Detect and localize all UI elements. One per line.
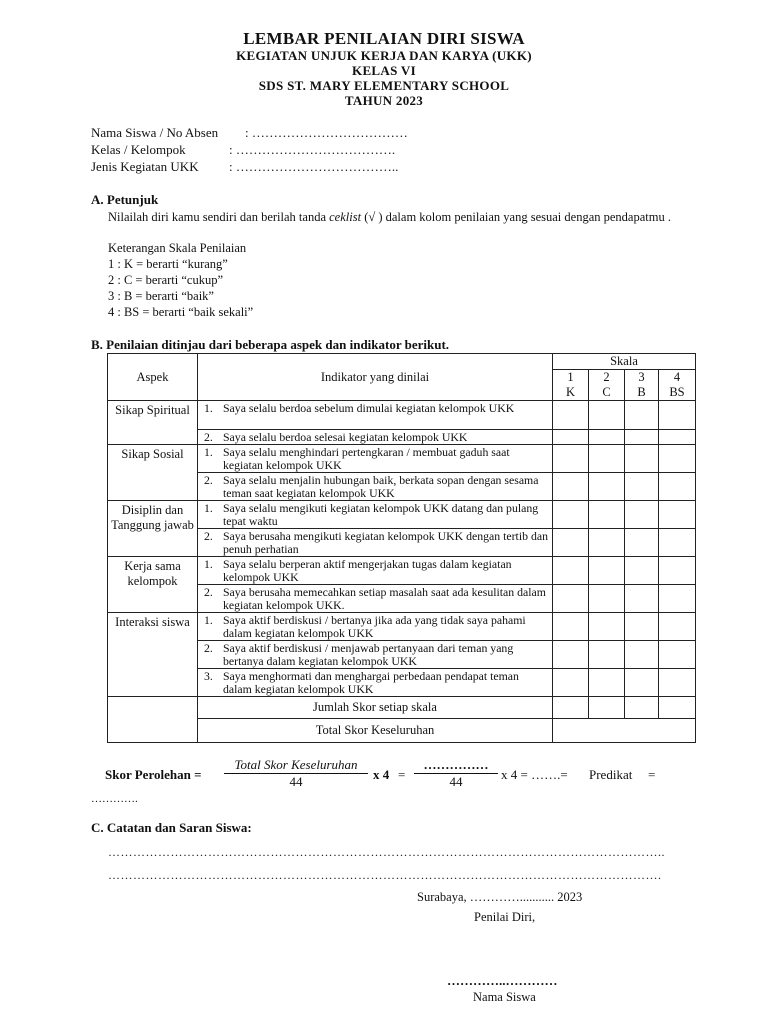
indicator-cell bbox=[198, 641, 553, 669]
score-cell-2[interactable] bbox=[589, 529, 625, 557]
indicator-num: 2. bbox=[204, 473, 213, 487]
indicator-num: 2. bbox=[204, 585, 213, 599]
score-cell-4[interactable] bbox=[659, 473, 696, 501]
aspect-cell: Interaksi siswa bbox=[108, 613, 198, 697]
header-indikator: Indikator yang dinilai bbox=[198, 354, 553, 401]
indicator-num: 2. bbox=[204, 430, 213, 444]
scale-col-3 bbox=[625, 370, 659, 401]
header-skala: Skala bbox=[553, 354, 696, 370]
student-name-blank[interactable]: : ……………………………… bbox=[245, 125, 408, 140]
instruction-text bbox=[108, 209, 694, 225]
scale-code: C bbox=[602, 385, 611, 399]
activity-type-blank[interactable]: : ……………………………….. bbox=[229, 159, 399, 174]
sum-row bbox=[108, 697, 696, 719]
document-title: LEMBAR PENILAIAN DIRI SISWA bbox=[243, 29, 525, 48]
score-cell-1[interactable] bbox=[553, 585, 589, 613]
score-cell-1[interactable] bbox=[553, 473, 589, 501]
indicator-num: 2. bbox=[204, 529, 213, 543]
total-row bbox=[108, 719, 696, 743]
score-cell-1[interactable] bbox=[553, 557, 589, 585]
place-date[interactable]: Surabaya, …………........... 2023 bbox=[417, 890, 583, 904]
score-cell-4[interactable] bbox=[659, 669, 696, 697]
score-cell-3[interactable] bbox=[625, 473, 659, 501]
score-cell-2[interactable] bbox=[589, 641, 625, 669]
aspect-cell: Disiplin dan Tanggung jawab bbox=[108, 501, 198, 557]
score-cell-1[interactable] bbox=[553, 430, 589, 445]
score-cell-2[interactable] bbox=[589, 473, 625, 501]
scale-code: BS bbox=[669, 385, 685, 399]
indicator-cell bbox=[198, 430, 553, 445]
indicator-text: Saya aktif berdiskusi / menjawab pertanyaan dari teman yang bertanya dalam kegiatan kelompok UKK bbox=[223, 641, 514, 668]
score-fraction bbox=[224, 757, 368, 790]
score-cell-4[interactable] bbox=[659, 641, 696, 669]
table-row bbox=[108, 613, 696, 641]
indicator-num: 2. bbox=[204, 641, 213, 655]
indicator-text: Saya selalu menghindari pertengkaran / membuat gaduh saat kegiatan kelompok UKK bbox=[223, 445, 510, 472]
assessment-table bbox=[107, 353, 696, 743]
blank-numerator[interactable]: …………… bbox=[414, 757, 498, 774]
score-cell-4[interactable] bbox=[659, 401, 696, 430]
notes-line-1[interactable]: …………………………………………………………………………………………………………………….. bbox=[108, 845, 665, 859]
class-group-blank[interactable]: : ………………………………. bbox=[229, 142, 396, 157]
times-four: x 4 bbox=[373, 767, 390, 782]
indicator-num: 1. bbox=[204, 557, 213, 571]
score-cell-2[interactable] bbox=[589, 585, 625, 613]
score-cell-3[interactable] bbox=[625, 445, 659, 473]
score-cell-2[interactable] bbox=[589, 557, 625, 585]
aspect-cell: Sikap Sosial bbox=[108, 445, 198, 501]
class-group-label: Kelas / Kelompok bbox=[91, 142, 186, 157]
indicator-num: 1. bbox=[204, 501, 213, 515]
class-title: KELAS VI bbox=[352, 63, 416, 78]
score-cell-2[interactable] bbox=[589, 501, 625, 529]
student-name-caption: Nama Siswa bbox=[473, 990, 536, 1004]
school-name: SDS ST. MARY ELEMENTARY SCHOOL bbox=[258, 78, 510, 93]
blank-denominator: 44 bbox=[449, 774, 463, 789]
score-cell-2[interactable] bbox=[589, 613, 625, 641]
table-row bbox=[108, 401, 696, 430]
score-cell-4[interactable] bbox=[659, 585, 696, 613]
score-cell-4[interactable] bbox=[659, 445, 696, 473]
blank-fraction bbox=[414, 757, 498, 790]
score-cell-2[interactable] bbox=[589, 401, 625, 430]
scale-num: 2 bbox=[603, 370, 610, 384]
scale-col-2 bbox=[589, 370, 625, 401]
activity-type-label: Jenis Kegiatan UKK bbox=[91, 159, 199, 174]
header-aspek: Aspek bbox=[108, 354, 198, 401]
predikat-equals: = bbox=[648, 767, 656, 782]
score-cell-4[interactable] bbox=[659, 529, 696, 557]
sum-blank-cell bbox=[108, 697, 198, 719]
document-header bbox=[0, 30, 768, 108]
indicator-cell bbox=[198, 613, 553, 641]
section-c-title: C. Catatan dan Saran Siswa: bbox=[91, 820, 252, 835]
student-name-field[interactable] bbox=[91, 125, 408, 141]
predikat-label: Predikat bbox=[589, 767, 633, 782]
score-cell-1[interactable] bbox=[553, 445, 589, 473]
indicator-num: 1. bbox=[204, 613, 213, 627]
indicator-text: Saya selalu berdoa selesai kegiatan kelompok UKK bbox=[223, 430, 468, 444]
indicator-cell bbox=[198, 557, 553, 585]
sum-cell-3[interactable] bbox=[625, 697, 659, 719]
scale-item: 4 : BS = berarti “baik sekali” bbox=[108, 305, 254, 319]
instruction-pre: Nilailah diri kamu sendiri dan berilah tanda bbox=[108, 210, 330, 224]
score-cell-4[interactable] bbox=[659, 613, 696, 641]
score-tail[interactable]: x 4 = …….= bbox=[501, 767, 568, 782]
table-row bbox=[108, 445, 696, 473]
score-cell-2[interactable] bbox=[589, 430, 625, 445]
scale-num: 3 bbox=[638, 370, 645, 384]
indicator-text: Saya berusaha memecahkan setiap masalah saat ada kesulitan dalam kegiatan kelompok UKK. bbox=[223, 585, 546, 612]
section-a-title: A. Petunjuk bbox=[91, 192, 159, 207]
indicator-num: 1. bbox=[204, 445, 213, 459]
scale-col-4 bbox=[659, 370, 696, 401]
scale-code: B bbox=[637, 385, 646, 399]
activity-title: KEGIATAN UNJUK KERJA DAN KARYA (UKK) bbox=[236, 48, 532, 63]
indicator-cell bbox=[198, 501, 553, 529]
score-cell-1[interactable] bbox=[553, 613, 589, 641]
assessor-role: Penilai Diri, bbox=[474, 910, 536, 924]
scale-num: 4 bbox=[673, 370, 681, 384]
score-cell-1[interactable] bbox=[553, 501, 589, 529]
indicator-num: 3. bbox=[204, 669, 213, 683]
fraction-denominator: 44 bbox=[289, 774, 303, 789]
table-row bbox=[108, 501, 696, 529]
scale-item: 3 : B = berarti “baik” bbox=[108, 289, 214, 303]
score-cell-1[interactable] bbox=[553, 401, 589, 430]
score-cell-3[interactable] bbox=[625, 641, 659, 669]
score-cell-1[interactable] bbox=[553, 669, 589, 697]
score-cell-1[interactable] bbox=[553, 641, 589, 669]
aspect-cell: Kerja sama kelompok bbox=[108, 557, 198, 613]
equals-sign: = bbox=[398, 767, 406, 782]
total-skor-label: Total Skor Keseluruhan bbox=[198, 719, 553, 743]
score-cell-4[interactable] bbox=[659, 557, 696, 585]
indicator-cell bbox=[198, 529, 553, 557]
total-score-cell[interactable] bbox=[553, 719, 696, 743]
indicator-cell bbox=[198, 445, 553, 473]
scale-legend-title: Keterangan Skala Penilaian bbox=[108, 241, 247, 255]
score-cell-2[interactable] bbox=[589, 445, 625, 473]
instruction-italic: ceklist bbox=[329, 210, 362, 224]
sum-cell-2[interactable] bbox=[589, 697, 625, 719]
jumlah-skor-label: Jumlah Skor setiap skala bbox=[198, 697, 553, 719]
indicator-text: Saya selalu berdoa sebelum dimulai kegiatan kelompok UKK bbox=[223, 401, 515, 415]
indicator-cell bbox=[198, 585, 553, 613]
section-b-title: B. Penilaian ditinjau dari beberapa aspek dan indikator berikut. bbox=[91, 337, 450, 352]
predikat-blank[interactable]: …………. bbox=[91, 793, 138, 805]
score-cell-3[interactable] bbox=[625, 430, 659, 445]
student-name-label: Nama Siswa / No Absen bbox=[91, 125, 219, 140]
score-cell-3[interactable] bbox=[625, 501, 659, 529]
score-cell-2[interactable] bbox=[589, 669, 625, 697]
indicator-num: 1. bbox=[204, 401, 213, 415]
indicator-cell bbox=[198, 473, 553, 501]
table-row bbox=[108, 557, 696, 585]
indicator-cell bbox=[198, 401, 553, 430]
indicator-text: Saya selalu berperan aktif mengerjakan tugas dalam kegiatan kelompok UKK bbox=[223, 557, 512, 584]
aspect-cell: Sikap Spiritual bbox=[108, 401, 198, 445]
score-cell-1[interactable] bbox=[553, 529, 589, 557]
score-cell-3[interactable] bbox=[625, 669, 659, 697]
indicator-text: Saya selalu mengikuti kegiatan kelompok UKK datang dan pulang tepat waktu bbox=[223, 501, 539, 528]
sum-cell-4[interactable] bbox=[659, 697, 696, 719]
indicator-text: Saya menghormati dan menghargai perbedaan pendapat teman dalam kegiatan kelompok UKK bbox=[223, 669, 519, 696]
score-cell-4[interactable] bbox=[659, 501, 696, 529]
fraction-numerator: Total Skor Keseluruhan bbox=[224, 757, 368, 774]
indicator-text: Saya berusaha mengikuti kegiatan kelompok UKK dengan tertib dan penuh perhatian bbox=[223, 529, 548, 556]
scale-code: K bbox=[565, 385, 576, 399]
sum-cell-1[interactable] bbox=[553, 697, 589, 719]
score-cell-3[interactable] bbox=[625, 401, 659, 430]
indicator-cell bbox=[198, 669, 553, 697]
score-cell-4[interactable] bbox=[659, 430, 696, 445]
class-group-field[interactable] bbox=[91, 142, 396, 158]
indicator-text: Saya selalu menjalin hubungan baik, berkata sopan dengan sesama teman saat kegiatan kelompok UKK bbox=[223, 473, 539, 500]
scale-num: 1 bbox=[567, 370, 574, 384]
scale-item: 1 : K = berarti “kurang” bbox=[108, 257, 228, 271]
year-title: TAHUN 2023 bbox=[344, 93, 424, 108]
instruction-post: (√ ) dalam kolom penilaian yang sesuai dengan pendapatmu . bbox=[361, 210, 671, 224]
indicator-text: Saya aktif berdiskusi / bertanya jika ada yang tidak saya pahami dalam kegiatan kelompok UKK bbox=[223, 613, 526, 640]
total-blank-cell bbox=[108, 719, 198, 743]
notes-line-2[interactable]: ……………………………………………………………………………………………………………………. bbox=[108, 868, 662, 882]
score-cell-3[interactable] bbox=[625, 557, 659, 585]
score-cell-3[interactable] bbox=[625, 585, 659, 613]
score-label: Skor Perolehan = bbox=[105, 767, 202, 782]
scale-col-1 bbox=[553, 370, 589, 401]
signature-blank[interactable]: …………..………… bbox=[447, 973, 558, 988]
activity-type-field[interactable] bbox=[91, 159, 399, 175]
scale-item: 2 : C = berarti “cukup” bbox=[108, 273, 223, 287]
score-cell-3[interactable] bbox=[625, 613, 659, 641]
score-cell-3[interactable] bbox=[625, 529, 659, 557]
